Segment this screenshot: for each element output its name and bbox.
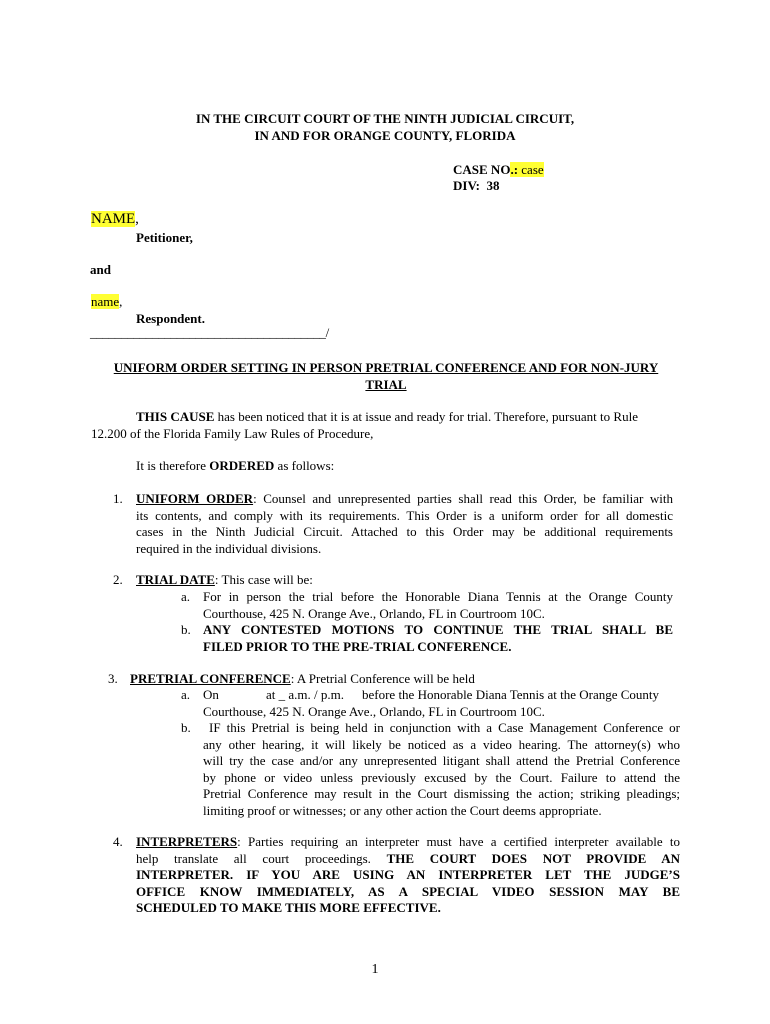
section-3b-label: b. [181, 720, 191, 735]
order-title-line2: TRIAL [365, 377, 407, 392]
section-3-number: 3. [108, 671, 118, 686]
petitioner-label: Petitioner, [136, 230, 193, 245]
court-heading-line2: IN AND FOR ORANGE COUNTY, FLORIDA [254, 128, 516, 143]
section-3a-on: On [203, 687, 219, 702]
respondent-name: name, [91, 294, 123, 309]
caption-rule-line: ______________________________________/ [90, 325, 329, 340]
section-3a-time: at _ a.m. / p.m. [266, 687, 344, 702]
section-2-trial-date: TRIAL DATE: This case will be: [136, 572, 313, 587]
court-heading-line1: IN THE CIRCUIT COURT OF THE NINTH JUDICIAL CIRCUIT, [195, 111, 575, 126]
section-1-uniform-order: UNIFORM ORDER: Counsel and unrepresented parties shall read this Order, be familiar with its contents, and comply with its requirements. This Order is a uniform order for all domestic cases in the Ninth Judicial Circuit. Attached to this Order may be additional requirements required in the individual divisions. [136, 491, 673, 556]
case-number-value: case [521, 162, 544, 177]
petitioner-name: NAME, [91, 211, 139, 227]
order-title-line1: UNIFORM ORDER SETTING IN PERSON PRETRIAL CONFERENCE AND FOR NON-JURY [113, 360, 659, 375]
section-2-heading: TRIAL DATE [136, 572, 215, 587]
intro-line1: THIS CAUSE has been noticed that it is at issue and ready for trial. Therefore, pursuant to Rule [136, 409, 638, 424]
section-2b-text: ANY CONTESTED MOTIONS TO CONTINUE THE TRIAL SHALL BE FILED PRIOR TO THE PRE-TRIAL CONFERENCE. [203, 622, 673, 654]
section-1-number: 1. [113, 491, 123, 506]
section-3a-label: a. [181, 687, 191, 702]
section-4-number: 4. [113, 834, 123, 849]
section-3b-text: IF this Pretrial is being held in conjunction with a Case Management Conference or any other hearing, it will likely be noticed as a video hearing. The attorney(s) who will try the case and/or any unrepresented litigant shall attend the Pretrial Conference by phone or video unless previously excused by the Court. Failure to attend the Pretrial Conference may result in the Court dismissing the action; striking pleadings; limiting proof or witnesses; or any other action the Court deems appropriate. [203, 720, 680, 818]
section-3-pretrial-conference: PRETRIAL CONFERENCE: A Pretrial Conference will be held [130, 671, 475, 686]
section-2-number: 2. [113, 572, 123, 587]
section-3-heading: PRETRIAL CONFERENCE [130, 671, 291, 686]
section-2a-text: For in person the trial before the Honorable Diana Tennis at the Orange County Courthouse, 425 N. Orange Ave., Orlando, FL in Courtroom 10C. [203, 589, 673, 621]
ordered-line: It is therefore ORDERED as follows: [136, 458, 335, 473]
section-1-heading: UNIFORM ORDER [136, 491, 254, 506]
section-3a-rest: before the Honorable Diana Tennis at the Orange County [362, 687, 660, 702]
section-4-interpreters: INTERPRETERS: Parties requiring an interpreter must have a certified interpreter available to help translate all court proceedings. THE COURT DOES NOT PROVIDE AN INTERPRETER. IF YOU ARE USING AN INTERPRETER LET THE JUDGE’S OFFICE KNOW IMMEDIATELY, AS A SPECIAL VIDEO SESSION MAY BE SCHEDULED TO MAKE THIS MORE EFFECTIVE. [136, 834, 680, 915]
section-2a-label: a. [181, 589, 191, 604]
section-3a-line2: Courthouse, 425 N. Orange Ave., Orlando, FL in Courtroom 10C. [203, 704, 545, 719]
and-conjunction: and [90, 262, 111, 277]
page-number: 1 [371, 962, 379, 977]
section-2b-label: b. [181, 622, 191, 637]
intro-line2: 12.200 of the Florida Family Law Rules of Procedure, [91, 426, 374, 441]
division: DIV: 38 [453, 178, 500, 193]
section-4-heading: INTERPRETERS [136, 834, 238, 849]
respondent-label: Respondent. [136, 311, 205, 326]
case-number: CASE NO.: case [453, 162, 544, 177]
